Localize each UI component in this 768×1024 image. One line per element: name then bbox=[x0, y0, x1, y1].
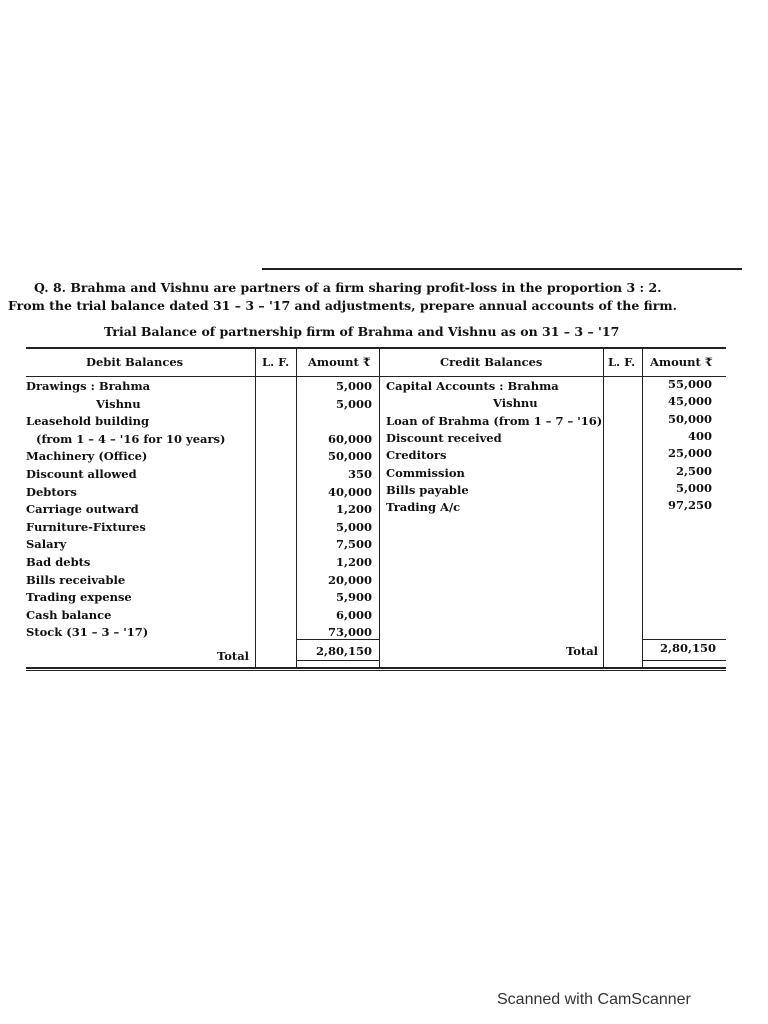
table-title: Trial Balance of partnership firm of Brahma and Vishnu as on 31 – 3 – '17 bbox=[104, 324, 620, 339]
credit-row-label: Capital Accounts : Brahma bbox=[386, 379, 559, 393]
debit-row-amount: 73,000 bbox=[327, 625, 372, 640]
total-rule-credit bbox=[642, 639, 726, 640]
credit-row-amount: 2,500 bbox=[675, 463, 712, 478]
question-line-1: Q. 8. Brahma and Vishnu are partners of a firm sharing profit-loss in the proportion 3 : 2. bbox=[34, 280, 662, 295]
debit-row-label: Bad debts bbox=[26, 555, 91, 569]
debit-row-label: Trading expense bbox=[26, 590, 132, 605]
debit-row-label: Vishnu bbox=[96, 396, 141, 411]
debit-row-label: Discount allowed bbox=[26, 467, 137, 481]
header-lf-debit: L. F. bbox=[262, 355, 290, 369]
total-underline-credit bbox=[642, 660, 726, 661]
question-text bbox=[8, 279, 743, 315]
credit-row-label: Discount received bbox=[386, 430, 502, 445]
debit-total-amount: 2,80,150 bbox=[315, 644, 372, 658]
debit-row-amount: 7,500 bbox=[335, 537, 372, 552]
debit-row-label: Debtors bbox=[26, 484, 77, 499]
total-underline-debit bbox=[296, 660, 379, 661]
debit-row-label: Machinery (Office) bbox=[26, 449, 148, 464]
credit-row-amount: 50,000 bbox=[667, 411, 712, 426]
credit-row-amount: 55,000 bbox=[667, 377, 712, 391]
column-divider bbox=[603, 349, 604, 667]
question-line-2: From the trial balance dated 31 – 3 – '17 and adjustments, prepare annual accounts of the firm. bbox=[8, 298, 677, 313]
credit-row-amount: 5,000 bbox=[675, 480, 712, 495]
debit-row-label: Drawings : Brahma bbox=[26, 379, 151, 393]
credit-row-label: Trading A/c bbox=[386, 500, 461, 515]
column-divider bbox=[255, 349, 256, 667]
scanner-watermark: Scanned with CamScanner bbox=[497, 991, 691, 1008]
credit-row-amount: 25,000 bbox=[667, 446, 712, 461]
header-amount-debit: Amount ₹ bbox=[308, 355, 371, 369]
debit-row-amount: 60,000 bbox=[327, 431, 372, 446]
debit-row-amount: 5,000 bbox=[335, 519, 372, 534]
credit-row-amount: 45,000 bbox=[667, 394, 712, 409]
credit-row-amount: 97,250 bbox=[667, 498, 712, 513]
header-lf-credit: L. F. bbox=[608, 355, 636, 369]
credit-total-amount: 2,80,150 bbox=[659, 641, 716, 655]
debit-row-amount: 40,000 bbox=[327, 484, 372, 499]
credit-row-amount: 400 bbox=[687, 428, 712, 443]
credit-row-label: Commission bbox=[386, 465, 465, 480]
header-credit: Credit Balances bbox=[440, 355, 543, 369]
debit-row-amount: 50,000 bbox=[327, 449, 372, 464]
header-rule bbox=[26, 376, 726, 377]
debit-row-amount: 6,000 bbox=[335, 607, 372, 622]
debit-row-amount: 5,000 bbox=[335, 379, 372, 393]
column-divider bbox=[379, 349, 380, 667]
debit-row-label: Cash balance bbox=[26, 607, 112, 622]
debit-row-label: Salary bbox=[26, 537, 67, 552]
debit-row-amount: 5,900 bbox=[335, 590, 372, 605]
trial-balance-table bbox=[26, 347, 726, 669]
top-rule bbox=[262, 268, 742, 270]
debit-row-label: Furniture-Fixtures bbox=[26, 519, 146, 534]
debit-total-label: Total bbox=[217, 649, 250, 663]
debit-row-amount: 350 bbox=[347, 467, 372, 481]
debit-row-label: Leasehold building bbox=[26, 414, 150, 429]
credit-row-label: Vishnu bbox=[493, 396, 538, 411]
credit-row-label: Loan of Brahma (from 1 – 7 – '16) bbox=[386, 413, 603, 428]
credit-row-label: Bills payable bbox=[386, 482, 469, 497]
debit-row-amount: 20,000 bbox=[327, 572, 372, 587]
debit-row-amount: 5,000 bbox=[335, 396, 372, 411]
debit-row-label: Bills receivable bbox=[26, 572, 126, 587]
debit-row-label: Stock (31 – 3 – '17) bbox=[26, 625, 149, 640]
debit-row-amount: 1,200 bbox=[335, 502, 372, 517]
header-debit: Debit Balances bbox=[86, 355, 184, 369]
debit-row-label: Carriage outward bbox=[26, 502, 139, 517]
header-amount-credit: Amount ₹ bbox=[650, 355, 713, 369]
bottom-rule bbox=[26, 670, 726, 671]
debit-row-amount: 1,200 bbox=[335, 555, 372, 569]
credit-total-label: Total bbox=[566, 644, 599, 658]
debit-row-label: (from 1 – 4 – '16 for 10 years) bbox=[36, 431, 226, 446]
credit-row-label: Creditors bbox=[386, 448, 447, 463]
